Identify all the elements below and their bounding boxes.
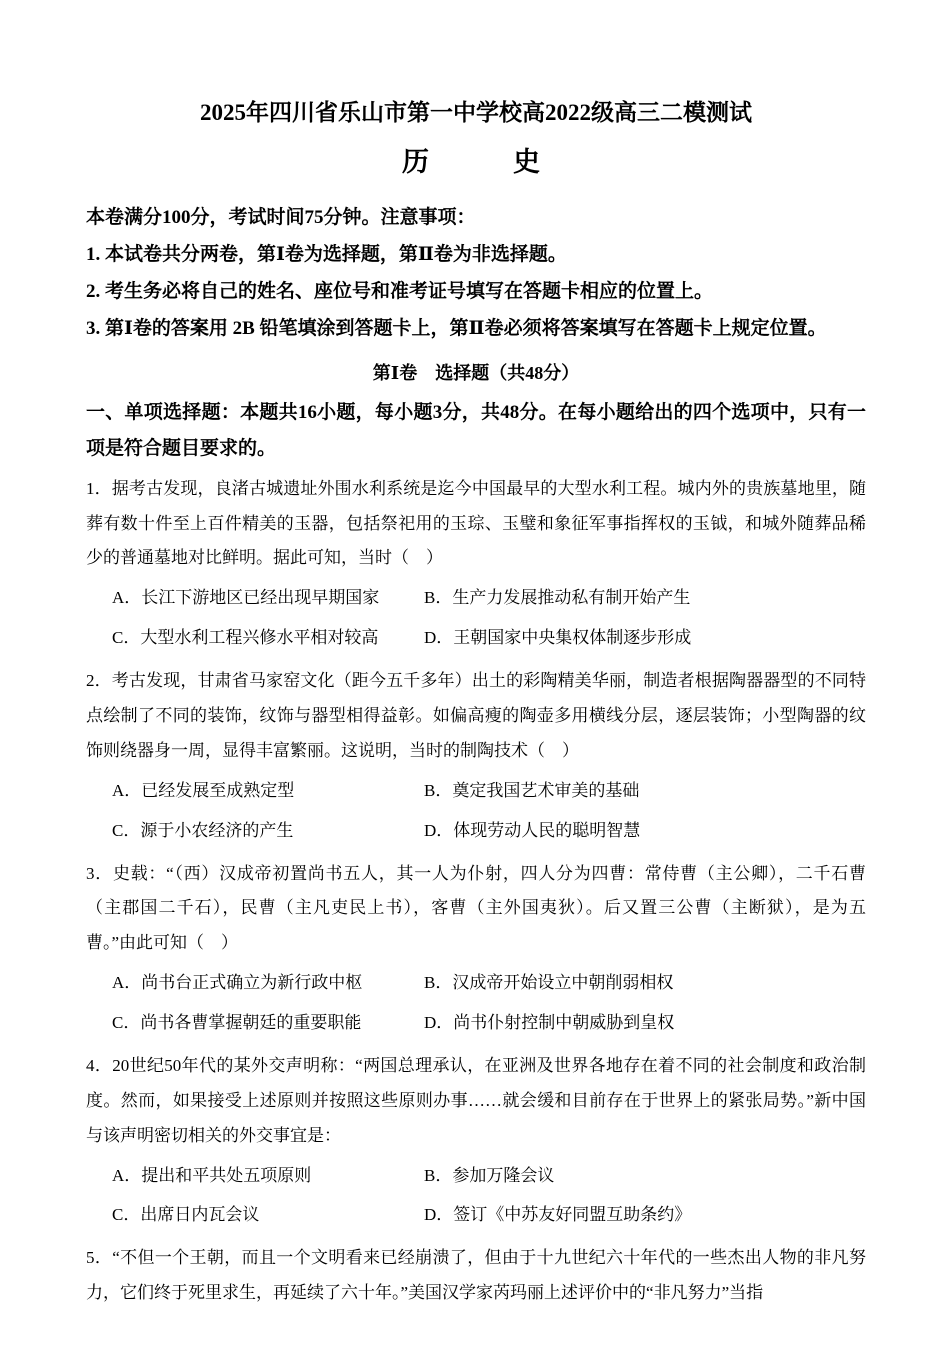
option-b: B．汉成帝开始设立中朝削弱相权: [424, 973, 674, 993]
option-b: B．参加万隆会议: [424, 1165, 555, 1185]
question-stem: 2．考古发现，甘肃省马家窑文化（距今五千多年）出土的彩陶精美华丽，制造者根据陶器器型的不同特点绘制了不同的装饰，纹饰与器型相得益彰。如偏高瘦的陶壶多用横线分层，逐层装饰；小型陶器的纹饰则绕器身一周，显得丰富繁丽。这说明，当时的制陶技术（ ）: [86, 671, 866, 760]
section-header: 第Ⅰ卷 选择题（共48分）: [372, 363, 580, 384]
option-c: C．出席日内瓦会议: [112, 1205, 260, 1225]
option-d: D．签订《中苏友好同盟互助条约》: [424, 1205, 692, 1225]
notice-item-1: 1. 本试卷共分两卷，第Ⅰ卷为选择题，第Ⅱ卷为非选择题。: [86, 243, 567, 265]
question-4: [86, 1049, 866, 1235]
option-d: D．体现劳动人民的聪明智慧: [424, 820, 641, 840]
question-stem: 3．史载：“（西）汉成帝初置尚书五人，其一人为仆射，四人分为四曹：常侍曹（主公卿），二千石曹（主郡国二千石），民曹（主凡吏民上书），客曹（主外国夷狄）。后又置三公曹（主断狱），是为五曹。”由此可知（ ）: [86, 863, 866, 953]
option-b: B．生产力发展推动私有制开始产生: [424, 588, 691, 608]
exam-title: 2025年四川省乐山市第一中学校高2022级高三二模测试: [200, 100, 752, 125]
subject-title: 历 史: [402, 146, 550, 177]
options-grid: [86, 771, 866, 851]
question-3: [86, 857, 866, 1043]
option-a: A．提出和平共处五项原则: [112, 1165, 312, 1185]
options-grid: [86, 578, 866, 658]
options-grid: [86, 1156, 866, 1236]
option-a: A．已经发展至成熟定型: [112, 780, 295, 800]
question-stem: 1．据考古发现，良渚古城遗址外围水利系统是迄今中国最早的大型水利工程。城内外的贵族墓地里，随葬有数十件至上百件精美的玉器，包括祭祀用的玉琮、玉璧和象征军事指挥权的玉钺，和城外随葬品稀少的普通墓地对比鲜明。据此可知，当时（ ）: [86, 478, 866, 568]
question-1: [86, 472, 866, 658]
question-2: [86, 664, 866, 850]
option-a: A．尚书台正式确立为新行政中枢: [112, 973, 363, 993]
notice-item-3: 3. 第Ⅰ卷的答案用 2B 铅笔填涂到答题卡上，第Ⅱ卷必须将答案填写在答题卡上规定位置。: [86, 318, 827, 340]
question-5: [86, 1241, 866, 1311]
option-d: D．王朝国家中央集权体制逐步形成: [424, 628, 692, 648]
question-stem: 5．“不但一个王朝，而且一个文明看来已经崩溃了，但由于十九世纪六十年代的一些杰出人物的非凡努力，它们终于死里求生，再延续了六十年。”美国汉学家芮玛丽上述评价中的“非凡努力”当指: [86, 1248, 866, 1303]
option-b: B．奠定我国艺术审美的基础: [424, 780, 640, 800]
section-instruction: 一、单项选择题：本题共16小题，每小题3分，共48分。在每小题给出的四个选项中，只有一项是符合题目要求的。: [86, 402, 866, 459]
option-c: C．尚书各曹掌握朝廷的重要职能: [112, 1013, 362, 1033]
option-c: C．源于小农经济的产生: [112, 820, 294, 840]
notice-intro: 本卷满分100分，考试时间75分钟。注意事项：: [86, 206, 476, 228]
option-d: D．尚书仆射控制中朝威胁到皇权: [424, 1013, 675, 1033]
options-grid: [86, 963, 866, 1043]
option-c: C．大型水利工程兴修水平相对较高: [112, 628, 379, 648]
option-a: A．长江下游地区已经出现早期国家: [112, 588, 380, 608]
notice-item-2: 2. 考生务必将自己的姓名、座位号和准考证号填写在答题卡相应的位置上。: [86, 280, 714, 302]
question-stem: 4．20世纪50年代的某外交声明称：“两国总理承认，在亚洲及世界各地存在着不同的社会制度和政治制度。然而，如果接受上述原则并按照这些原则办事……就会缓和目前存在于世界上的紧张局势。”新中国与该声明密切相关的外交事宜是：: [86, 1055, 866, 1145]
